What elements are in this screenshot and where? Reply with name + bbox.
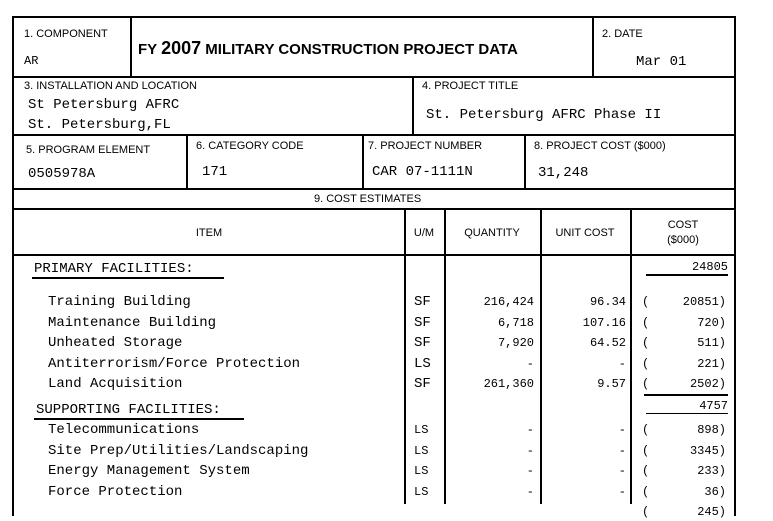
- line-item-um: SF: [414, 376, 431, 392]
- supporting-facilities-total: 4757: [699, 399, 728, 413]
- primary-facilities-heading: PRIMARY FACILITIES:: [34, 261, 194, 277]
- line-item-um: SF: [414, 335, 431, 351]
- line-item-name: Maintenance Building: [48, 314, 217, 331]
- line-item-cost: 720): [697, 315, 726, 330]
- line-item-cost-paren: (: [642, 315, 650, 330]
- divider: [14, 208, 736, 210]
- line-item-cost-paren: (: [642, 356, 650, 371]
- cost-estimates-label: 9. COST ESTIMATES: [314, 193, 422, 205]
- line-item-quantity: 7,920: [497, 336, 534, 350]
- installation-label: 3. INSTALLATION AND LOCATION: [24, 80, 197, 92]
- line-item-name: Antiterrorism/Force Protection: [48, 355, 301, 372]
- line-item-cost: 898): [697, 423, 726, 437]
- component-label: 1. COMPONENT: [24, 28, 108, 40]
- line-item-unit-cost: -: [618, 443, 626, 458]
- category-code-value: 171: [202, 164, 228, 180]
- project-data-form: [12, 16, 736, 519]
- divider: [14, 254, 736, 256]
- column-header-cost-unit: ($000): [667, 234, 699, 246]
- supporting-facilities-heading: SUPPORTING FACILITIES:: [36, 402, 221, 418]
- heading-underline: [34, 418, 244, 420]
- column-header-item: ITEM: [195, 227, 223, 239]
- line-item-cost: 245): [697, 505, 726, 519]
- project-number-label: 7. PROJECT NUMBER: [368, 140, 483, 152]
- line-item-quantity: 261,360: [483, 377, 534, 391]
- divider: [362, 134, 364, 188]
- line-item-cost: 221): [697, 356, 726, 371]
- category-code-label: 6. CATEGORY CODE: [196, 140, 304, 152]
- line-item-unit-cost: 107.16: [582, 315, 626, 330]
- line-item-name: Land Acquisition: [48, 376, 183, 392]
- program-element-value: 0505978A: [28, 166, 96, 182]
- line-item-unit-cost: 9.57: [597, 377, 626, 391]
- line-item-um: LS: [414, 464, 429, 478]
- project-title-value: St. Petersburg AFRC Phase II: [426, 107, 662, 123]
- column-header-quantity: QUANTITY: [464, 227, 520, 239]
- line-item-name: [48, 503, 398, 521]
- column-divider: [404, 208, 406, 504]
- line-item-name: Training Building: [48, 294, 191, 310]
- line-item-cost-paren: (: [642, 443, 650, 458]
- line-item-quantity: 216,424: [483, 295, 534, 309]
- date-value: Mar 01: [636, 54, 687, 70]
- line-item-cost-paren: (: [642, 464, 650, 478]
- total-overline: [644, 394, 728, 396]
- total-underline: [646, 274, 728, 276]
- line-item-unit-cost: -: [618, 423, 626, 437]
- line-item-unit-cost: -: [618, 356, 626, 371]
- line-item-cost: 3345): [689, 443, 726, 458]
- line-item-cost-paren: (: [642, 484, 650, 499]
- divider: [130, 18, 132, 76]
- date-label: 2. DATE: [602, 28, 643, 40]
- primary-facilities-total: 24805: [691, 260, 728, 274]
- line-item-name: Unheated Storage: [48, 335, 183, 351]
- line-item-quantity: -: [526, 356, 534, 371]
- line-item-cost: 2502): [689, 377, 726, 391]
- column-header-unit-cost: UNIT COST: [555, 227, 615, 239]
- divider: [592, 18, 594, 76]
- line-item-name: Telecommunications: [48, 422, 200, 438]
- installation-line2: St. Petersburg,FL: [28, 117, 171, 133]
- form-title: FY 2007 MILITARY CONSTRUCTION PROJECT DATA: [138, 38, 518, 58]
- column-divider: [630, 208, 632, 504]
- line-item-unit-cost: 96.34: [589, 295, 626, 309]
- line-item-um: SF: [414, 314, 431, 331]
- line-item-cost: 36): [704, 484, 726, 499]
- line-item-um: SF: [414, 294, 431, 310]
- heading-underline: [32, 277, 224, 279]
- line-item-cost: 20851): [682, 295, 726, 309]
- line-item-quantity: [446, 503, 534, 521]
- program-element-label: 5. PROGRAM ELEMENT: [26, 144, 151, 156]
- line-item-unit-cost: [542, 503, 626, 521]
- line-item-um: LS: [414, 484, 429, 499]
- column-header-cost: COST: [667, 219, 699, 231]
- line-item-um: LS: [414, 423, 429, 437]
- line-item-name: Force Protection: [48, 483, 183, 500]
- divider: [14, 188, 736, 190]
- line-item-quantity: -: [526, 484, 534, 499]
- line-item-name: Site Prep/Utilities/Landscaping: [48, 442, 309, 459]
- line-item-um: LS: [414, 355, 431, 372]
- divider: [524, 134, 526, 188]
- line-item-cost-paren: (: [642, 295, 650, 309]
- line-item-um: [414, 503, 440, 521]
- line-item-quantity: -: [526, 464, 534, 478]
- line-item-unit-cost: -: [618, 464, 626, 478]
- project-cost-value: 31,248: [538, 165, 589, 181]
- line-item-name: Energy Management System: [48, 463, 250, 479]
- line-item-um: LS: [414, 443, 429, 458]
- line-item-cost-paren: (: [642, 505, 650, 519]
- column-header-um: U/M: [413, 227, 435, 239]
- line-item-unit-cost: 64.52: [589, 336, 626, 350]
- total-underline: [646, 413, 728, 414]
- line-item-quantity: -: [526, 443, 534, 458]
- line-item-unit-cost: -: [618, 484, 626, 499]
- line-item-quantity: 6,718: [497, 315, 534, 330]
- line-item-cost-paren: (: [642, 377, 650, 391]
- project-cost-label: 8. PROJECT COST ($000): [534, 140, 666, 152]
- component-value: AR: [24, 54, 39, 68]
- line-item-cost: 511): [697, 336, 726, 350]
- project-number-value: CAR 07-1111N: [372, 164, 473, 180]
- divider: [412, 76, 414, 134]
- line-item-cost-paren: (: [642, 423, 650, 437]
- project-title-label: 4. PROJECT TITLE: [422, 80, 519, 92]
- divider: [186, 134, 188, 188]
- divider: [14, 76, 736, 78]
- divider: [14, 134, 736, 136]
- line-item-quantity: -: [526, 423, 534, 437]
- line-item-cost: 233): [697, 464, 726, 478]
- line-item-cost-paren: (: [642, 336, 650, 350]
- installation-line1: St Petersburg AFRC: [28, 97, 180, 113]
